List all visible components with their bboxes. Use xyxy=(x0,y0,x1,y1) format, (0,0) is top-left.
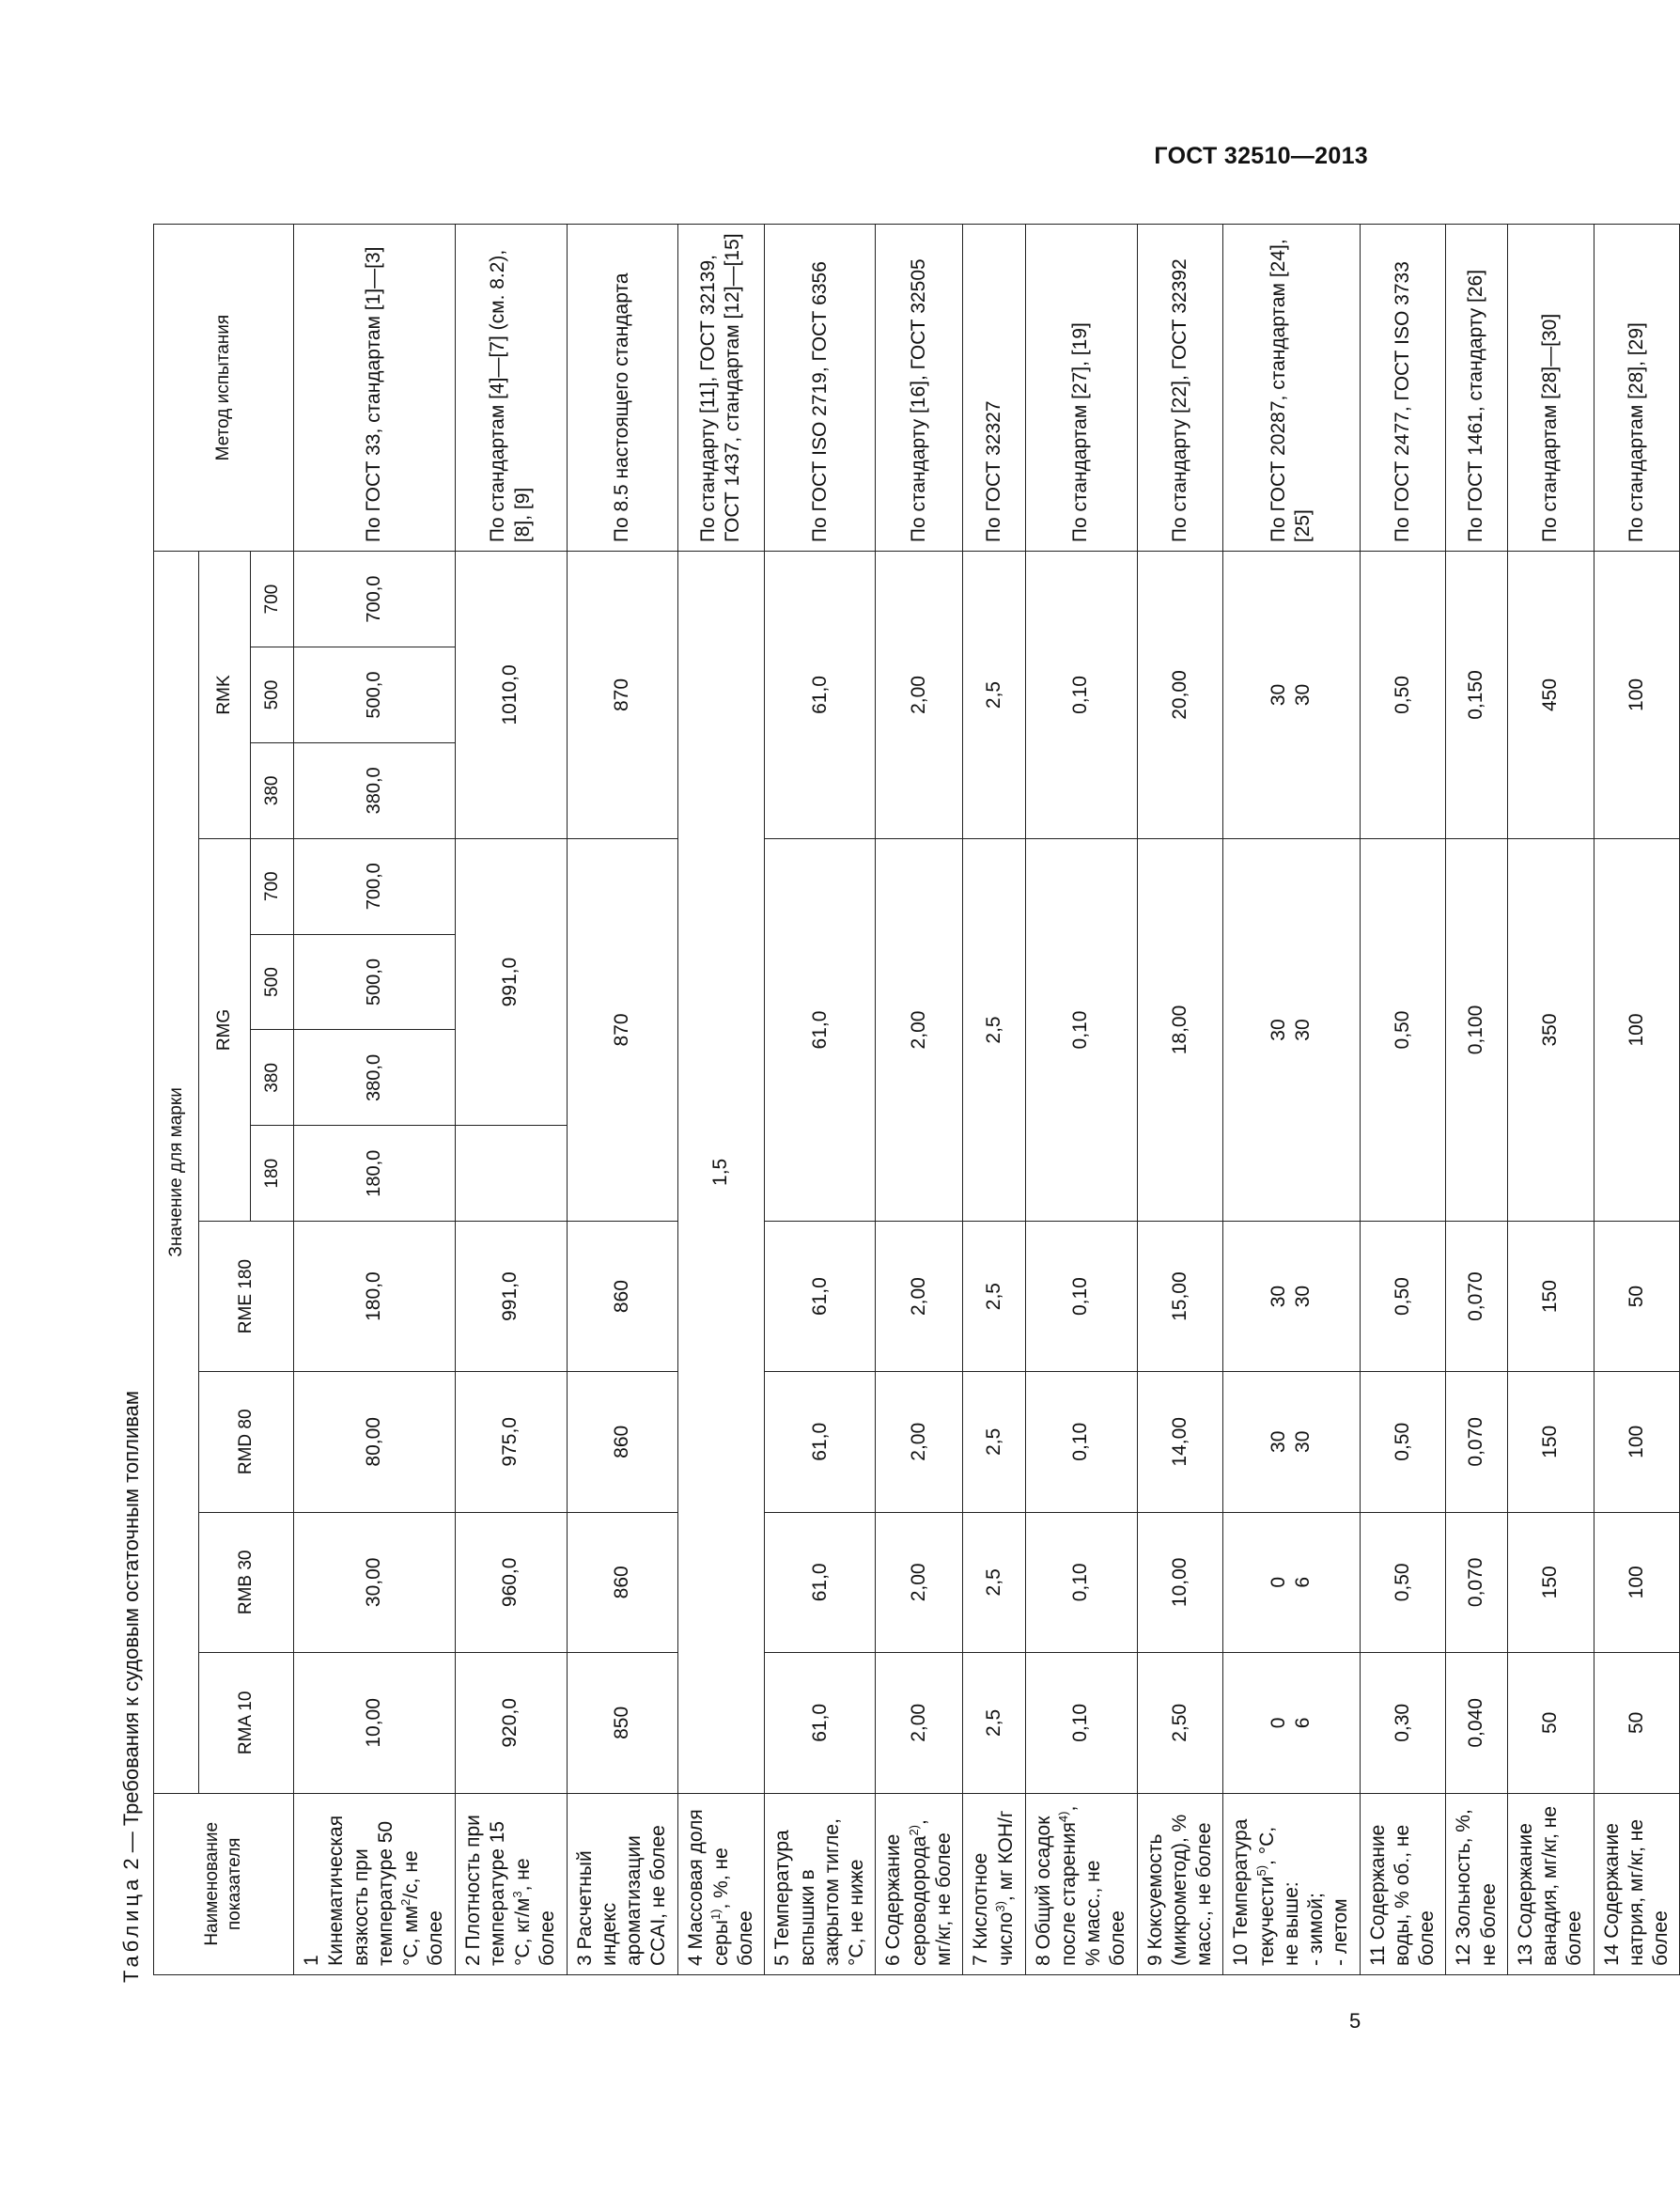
value-cell: 2,00 xyxy=(876,1512,963,1653)
value-cell: 2,5 xyxy=(963,1222,1026,1372)
table-row xyxy=(677,225,765,1975)
method-cell: По ГОСТ 32327 xyxy=(963,225,1026,552)
value-cell: 2,00 xyxy=(876,1653,963,1794)
table-header-row-1 xyxy=(154,225,199,1975)
table-row xyxy=(963,225,1026,1975)
winter-value: 30 xyxy=(1268,683,1290,707)
row-name xyxy=(294,1793,456,1974)
header-rmd80: RMD 80 xyxy=(199,1372,294,1513)
value-cell: 180,0 xyxy=(294,1126,456,1222)
summer-value: 30 xyxy=(1292,1430,1314,1453)
value-cell: 50 xyxy=(1507,1653,1594,1794)
value-cell: 61,0 xyxy=(765,552,876,839)
summer-value: 6 xyxy=(1292,1576,1314,1588)
page-number: 5 xyxy=(1349,2009,1361,2033)
value-cell xyxy=(1223,552,1360,839)
value-cell: 30,00 xyxy=(294,1512,456,1653)
value-cell: 500,0 xyxy=(294,647,456,743)
name-sup: 2) xyxy=(906,1824,921,1836)
value-cell: 2,50 xyxy=(1137,1653,1223,1794)
method-cell: По ГОСТ 33, стандартам [1]—[3] xyxy=(294,225,456,552)
value-cell: 991,0 xyxy=(455,1222,567,1372)
value-cell xyxy=(1223,1653,1360,1794)
value-cell: 50 xyxy=(1594,1653,1680,1794)
value-cell: 61,0 xyxy=(765,1222,876,1372)
value-cell: 2,00 xyxy=(876,1372,963,1513)
name-text: 6 Содержание сероводорода xyxy=(882,1833,930,1966)
value-cell: 100 xyxy=(1594,1372,1680,1513)
value-cell: 61,0 xyxy=(765,1653,876,1794)
value-cell: 380,0 xyxy=(294,742,456,838)
header-rmk-700: 700 xyxy=(251,552,294,647)
value-cell: 18,00 xyxy=(1137,838,1223,1221)
header-rmk: RMK xyxy=(199,552,251,839)
value-cell: 61,0 xyxy=(765,1512,876,1653)
name-sup: 5) xyxy=(1253,1864,1268,1877)
method-cell: По 8.5 настоящего стандарта xyxy=(567,225,677,552)
value-cell: 860 xyxy=(567,1222,677,1372)
header-rmg-700: 700 xyxy=(251,838,294,934)
value-cell: 860 xyxy=(567,1372,677,1513)
summer-value: 6 xyxy=(1292,1717,1314,1729)
value-cell: 0,50 xyxy=(1360,1222,1446,1372)
name-text: 10 Температура текучести xyxy=(1230,1818,1278,1966)
caption-title: — Требования к судовым остаточным топливам xyxy=(119,1390,143,1859)
row-name xyxy=(876,1793,963,1974)
value-cell: 991,0 xyxy=(455,838,567,1126)
value-cell: 920,0 xyxy=(455,1653,567,1794)
value-cell: 61,0 xyxy=(765,838,876,1221)
value-cell: 100 xyxy=(1594,552,1680,839)
value-cell: 0,10 xyxy=(1025,1372,1137,1513)
value-cell: 2,5 xyxy=(963,1512,1026,1653)
value-cell: 150 xyxy=(1507,1372,1594,1513)
method-cell: По ГОСТ 20287, стандартам [24], [25] xyxy=(1223,225,1360,552)
value-cell: 700,0 xyxy=(294,838,456,934)
method-cell: По стандарту [22], ГОСТ 32392 xyxy=(1137,225,1223,552)
table-row xyxy=(1360,225,1446,1975)
row-name: 14 Содержание натрия, мг/кг, не более xyxy=(1594,1793,1680,1974)
row-name: 11 Содержание воды, % об., не более xyxy=(1360,1793,1446,1974)
name-text: 2 Плотность при температуре 15 °С, кг/м xyxy=(461,1815,534,1966)
value-cell: 0,50 xyxy=(1360,838,1446,1221)
name-text: , °С, не выше: xyxy=(1255,1826,1302,1966)
name-sup: 1) xyxy=(708,1909,723,1921)
value-cell: 2,5 xyxy=(963,552,1026,839)
summer-value: 30 xyxy=(1292,683,1314,707)
header-method: Метод испытания xyxy=(154,225,294,552)
method-cell: По стандарту [11], ГОСТ 32139, ГОСТ 1437, стандартам [12]—[15] xyxy=(677,225,765,552)
value-cell: 870 xyxy=(567,838,677,1221)
value-cell xyxy=(1223,838,1360,1221)
table-row xyxy=(876,225,963,1975)
value-cell: 50 xyxy=(1594,1222,1680,1372)
name-text: , %, не более xyxy=(709,1847,756,1966)
value-cell: 2,5 xyxy=(963,838,1026,1221)
value-cell: 150 xyxy=(1507,1512,1594,1653)
value-cell: 0,070 xyxy=(1446,1222,1508,1372)
value-cell: 0,50 xyxy=(1360,552,1446,839)
value-cell: 14,00 xyxy=(1137,1372,1223,1513)
row-name xyxy=(677,1793,765,1974)
method-cell: По ГОСТ 1461, стандарту [26] xyxy=(1446,225,1508,552)
name-text: 4 Массовая доля серы xyxy=(684,1809,732,1966)
value-cell: 2,00 xyxy=(876,552,963,839)
method-cell: По стандартам [4]—[7] (см. 8.2), [8], [9] xyxy=(455,225,567,552)
header-rmk-380: 380 xyxy=(251,742,294,838)
name-sup: 2 xyxy=(398,1898,412,1906)
table-row xyxy=(567,225,677,1975)
row-name: 9 Коксуемость (микрометод), % масс., не более xyxy=(1137,1793,1223,1974)
method-cell: По стандарту [16], ГОСТ 32505 xyxy=(876,225,963,552)
winter-value: 30 xyxy=(1268,1430,1290,1453)
value-cell: 61,0 xyxy=(765,1372,876,1513)
value-cell: 500,0 xyxy=(294,934,456,1030)
table-row xyxy=(1446,225,1508,1975)
table-row xyxy=(1025,225,1137,1975)
value-cell: 0,070 xyxy=(1446,1512,1508,1653)
value-cell: 0,10 xyxy=(1025,1222,1137,1372)
caption-label: Таблица xyxy=(119,1875,143,1983)
document-number: ГОСТ 32510—2013 xyxy=(1154,143,1368,169)
value-cell: 0,150 xyxy=(1446,552,1508,839)
value-cell: 700,0 xyxy=(294,552,456,647)
header-value: Значение для марки xyxy=(154,552,199,1793)
name-text: 7 Кислотное число xyxy=(970,1852,1018,1966)
rotated-table-wrapper xyxy=(153,224,1672,1975)
row-name xyxy=(963,1793,1026,1974)
value-cell: 0,10 xyxy=(1025,552,1137,839)
value-cell: 0,10 xyxy=(1025,838,1137,1221)
value-cell: 850 xyxy=(567,1653,677,1794)
value-cell: 20,00 xyxy=(1137,552,1223,839)
winter-label: - зимой; xyxy=(1305,1893,1327,1966)
row-name: 3 Расчетный индекс ароматизации CCAI, не более xyxy=(567,1793,677,1974)
name-sup: 4) xyxy=(1055,1811,1070,1823)
value-cell: 960,0 xyxy=(455,1512,567,1653)
name-text: , мг КОН/г xyxy=(995,1810,1018,1902)
method-cell: По стандартам [28], [29] xyxy=(1594,225,1680,552)
name-sup: 3 xyxy=(510,1891,524,1898)
winter-value: 0 xyxy=(1268,1717,1290,1729)
value-cell: 860 xyxy=(567,1512,677,1653)
value-cell: 150 xyxy=(1507,1222,1594,1372)
value-cell: 380,0 xyxy=(294,1030,456,1126)
winter-value: 30 xyxy=(1268,1285,1290,1308)
summer-label: - летом xyxy=(1330,1898,1352,1966)
value-cell: 0,50 xyxy=(1360,1512,1446,1653)
name-text: , мг/кг, не более xyxy=(908,1819,955,1966)
value-cell: 0,040 xyxy=(1446,1653,1508,1794)
value-cell: 2,00 xyxy=(876,1222,963,1372)
name-text: /с, не более xyxy=(400,1850,447,1966)
value-cell xyxy=(1223,1372,1360,1513)
header-rmg-380: 380 xyxy=(251,1030,294,1126)
method-cell: По стандартам [27], [19] xyxy=(1025,225,1137,552)
name-sup: 3) xyxy=(993,1901,1008,1912)
summer-value: 30 xyxy=(1292,1285,1314,1308)
name-text: 1 Кинематическая вязкость при температуре 50 °С, мм xyxy=(301,1815,422,1966)
value-cell: 0,50 xyxy=(1360,1372,1446,1513)
row-name: 5 Температура вспышки в закрытом тигле, °С, не ниже xyxy=(765,1793,876,1974)
value-cell: 80,00 xyxy=(294,1372,456,1513)
row-name: 12 Зольность, %, не более xyxy=(1446,1793,1508,1974)
value-cell: 450 xyxy=(1507,552,1594,839)
value-cell: 10,00 xyxy=(1137,1512,1223,1653)
value-cell: 0,30 xyxy=(1360,1653,1446,1794)
value-cell: 2,5 xyxy=(963,1372,1026,1513)
table-row xyxy=(1223,225,1360,1975)
row-name xyxy=(455,1793,567,1974)
value-cell: 15,00 xyxy=(1137,1222,1223,1372)
header-rma10: RMA 10 xyxy=(199,1653,294,1794)
table-caption xyxy=(119,1391,144,1983)
requirements-table xyxy=(153,224,1680,1975)
value-cell: 1010,0 xyxy=(455,552,567,839)
table-row xyxy=(765,225,876,1975)
header-rmb30: RMB 30 xyxy=(199,1512,294,1653)
value-cell: 180,0 xyxy=(294,1222,456,1372)
value-cell: 10,00 xyxy=(294,1653,456,1794)
row-name xyxy=(1025,1793,1137,1974)
winter-value: 30 xyxy=(1268,1019,1290,1041)
header-rmg-500: 500 xyxy=(251,934,294,1030)
row-name: 13 Содержание ванадия, мг/кг, не более xyxy=(1507,1793,1594,1974)
method-cell: По ГОСТ ISO 2719, ГОСТ 6356 xyxy=(765,225,876,552)
caption-number: 2 xyxy=(119,1858,143,1870)
name-text: , % масс., не более xyxy=(1057,1805,1129,1966)
summer-value: 30 xyxy=(1292,1019,1314,1041)
value-cell: 0,100 xyxy=(1446,838,1508,1221)
name-text: 8 Общий осадок после старения xyxy=(1032,1816,1080,1966)
header-name: Наименование показателя xyxy=(154,1793,294,1974)
name-text: , не более xyxy=(512,1858,559,1966)
value-cell: 0,070 xyxy=(1446,1372,1508,1513)
header-rmk-500: 500 xyxy=(251,647,294,743)
row-name xyxy=(1223,1793,1360,1974)
value-cell: 0,10 xyxy=(1025,1512,1137,1653)
value-cell: 0,10 xyxy=(1025,1653,1137,1794)
method-cell: По стандартам [28]—[30] xyxy=(1507,225,1594,552)
method-cell: По ГОСТ 2477, ГОСТ ISO 3733 xyxy=(1360,225,1446,552)
value-cell: 975,0 xyxy=(455,1372,567,1513)
value-cell: 100 xyxy=(1594,1512,1680,1653)
value-cell xyxy=(455,1126,567,1222)
table-row xyxy=(1507,225,1594,1975)
value-cell: 870 xyxy=(567,552,677,839)
value-cell xyxy=(1223,1512,1360,1653)
table-row xyxy=(294,225,456,1975)
winter-value: 0 xyxy=(1268,1576,1290,1588)
value-cell: 100 xyxy=(1594,838,1680,1221)
value-cell: 2,5 xyxy=(963,1653,1026,1794)
value-cell: 1,5 xyxy=(677,552,765,1793)
value-cell: 350 xyxy=(1507,838,1594,1221)
table-row xyxy=(455,225,567,1975)
header-rmg-180: 180 xyxy=(251,1126,294,1222)
table-row xyxy=(1594,225,1680,1975)
header-rmg: RMG xyxy=(199,838,251,1221)
header-rme180: RME 180 xyxy=(199,1222,294,1372)
value-cell xyxy=(1223,1222,1360,1372)
value-cell: 2,00 xyxy=(876,838,963,1221)
table-row xyxy=(1137,225,1223,1975)
